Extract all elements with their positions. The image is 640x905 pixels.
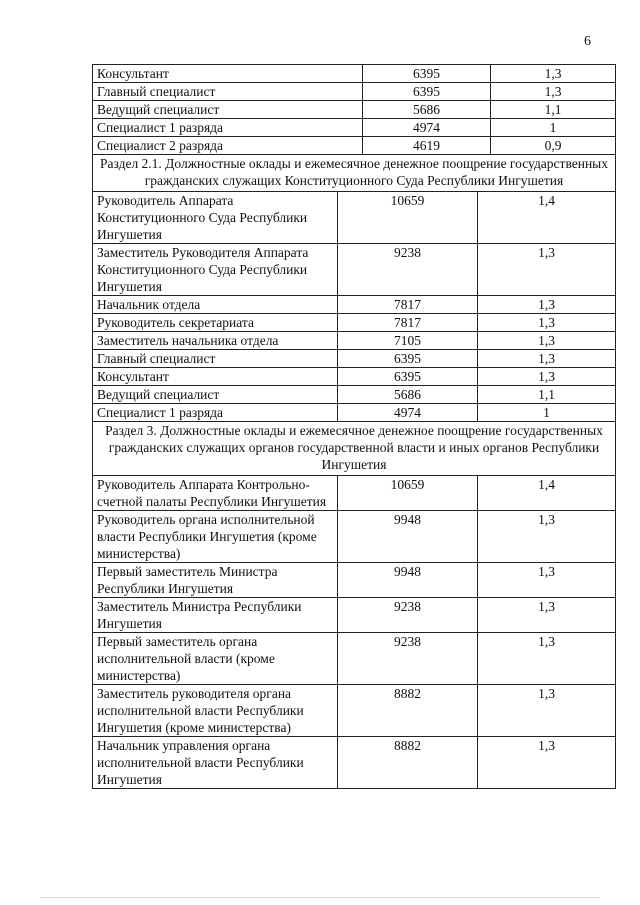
salary-cell: 7817 [338, 296, 478, 314]
coefficient-cell: 1,3 [478, 633, 616, 685]
section-2-1-heading: Раздел 2.1. Должностные оклады и ежемесячное денежное поощрение государственных гражданских служащих Конституционного Суда Республики Ингушетия [93, 155, 616, 192]
coefficient-cell: 1,3 [478, 685, 616, 737]
salary-cell: 4619 [363, 137, 491, 155]
salary-cell: 9238 [338, 598, 478, 633]
position-title-cell: Заместитель Руководителя Аппарата Конституционного Суда Республики Ингушетия [93, 244, 338, 296]
table-row [93, 137, 616, 155]
salary-cell: 5686 [338, 386, 478, 404]
salary-cell: 9238 [338, 633, 478, 685]
table-row [93, 368, 616, 386]
salary-cell: 9948 [338, 511, 478, 563]
page-number: 6 [584, 34, 591, 49]
position-title-cell: Ведущий специалист [93, 386, 338, 404]
salary-cell: 9238 [338, 244, 478, 296]
table-row [93, 476, 616, 511]
salary-cell: 8882 [338, 737, 478, 789]
coefficient-cell: 1,3 [491, 65, 616, 83]
table-row [93, 119, 616, 137]
table-row [93, 598, 616, 633]
section-3-heading: Раздел 3. Должностные оклады и ежемесячное денежное поощрение государственных гражданских служащих органов государственной власти и иных органов Республики Ингушетия [93, 422, 616, 476]
table-row [93, 350, 616, 368]
coefficient-cell: 1 [478, 404, 616, 422]
salary-cell: 6395 [363, 65, 491, 83]
table-row [93, 332, 616, 350]
table-row [93, 633, 616, 685]
position-title-cell: Консультант [93, 65, 363, 83]
position-title-cell: Руководитель Аппарата Контрольно-счетной палаты Республики Ингушетия [93, 476, 338, 511]
coefficient-cell: 1,3 [491, 83, 616, 101]
salary-cell: 4974 [363, 119, 491, 137]
coefficient-cell: 1,3 [478, 598, 616, 633]
position-title-cell: Специалист 1 разряда [93, 404, 338, 422]
coefficient-cell: 1 [491, 119, 616, 137]
salary-cell: 4974 [338, 404, 478, 422]
table-row [93, 244, 616, 296]
position-title-cell: Главный специалист [93, 83, 363, 101]
section-heading-row [93, 155, 616, 192]
table-row [93, 511, 616, 563]
table-row [93, 296, 616, 314]
position-title-cell: Руководитель секретариата [93, 314, 338, 332]
coefficient-cell: 1,1 [478, 386, 616, 404]
salary-cell: 8882 [338, 685, 478, 737]
table-row [93, 404, 616, 422]
section-heading-row [93, 422, 616, 476]
coefficient-cell: 1,3 [478, 368, 616, 386]
position-title-cell: Специалист 2 разряда [93, 137, 363, 155]
salary-cell: 6395 [338, 350, 478, 368]
salary-cell: 10659 [338, 476, 478, 511]
salary-cell: 6395 [338, 368, 478, 386]
table-row [93, 101, 616, 119]
position-title-cell: Заместитель Министра Республики Ингушетия [93, 598, 338, 633]
table-row [93, 737, 616, 789]
position-title-cell: Консультант [93, 368, 338, 386]
salary-table-top [92, 64, 616, 155]
table-row [93, 386, 616, 404]
coefficient-cell: 1,3 [478, 563, 616, 598]
salary-cell: 10659 [338, 192, 478, 244]
position-title-cell: Руководитель Аппарата Конституционного Суда Республики Ингушетия [93, 192, 338, 244]
position-title-cell: Главный специалист [93, 350, 338, 368]
coefficient-cell: 1,3 [478, 296, 616, 314]
coefficient-cell: 1,4 [478, 476, 616, 511]
coefficient-cell: 1,3 [478, 314, 616, 332]
coefficient-cell: 1,3 [478, 332, 616, 350]
position-title-cell: Заместитель начальника отдела [93, 332, 338, 350]
table-row [93, 563, 616, 598]
coefficient-cell: 1,3 [478, 737, 616, 789]
table-row [93, 83, 616, 101]
salary-cell: 7817 [338, 314, 478, 332]
coefficient-cell: 1,4 [478, 192, 616, 244]
table-row [93, 65, 616, 83]
position-title-cell: Начальник управления органа исполнительной власти Республики Ингушетия [93, 737, 338, 789]
coefficient-cell: 1,3 [478, 244, 616, 296]
coefficient-cell: 1,1 [491, 101, 616, 119]
salary-cell: 7105 [338, 332, 478, 350]
coefficient-cell: 1,3 [478, 511, 616, 563]
position-title-cell: Специалист 1 разряда [93, 119, 363, 137]
position-title-cell: Первый заместитель Министра Республики Ингушетия [93, 563, 338, 598]
salary-cell: 9948 [338, 563, 478, 598]
position-title-cell: Первый заместитель органа исполнительной власти (кроме министерства) [93, 633, 338, 685]
salary-table-sections [92, 154, 616, 789]
position-title-cell: Заместитель руководителя органа исполнительной власти Республики Ингушетия (кроме министерства) [93, 685, 338, 737]
position-title-cell: Руководитель органа исполнительной власти Республики Ингушетия (кроме министерства) [93, 511, 338, 563]
scan-edge-line [40, 897, 600, 898]
salary-cell: 5686 [363, 101, 491, 119]
table-row [93, 314, 616, 332]
table-row [93, 192, 616, 244]
coefficient-cell: 1,3 [478, 350, 616, 368]
table-row [93, 685, 616, 737]
salary-cell: 6395 [363, 83, 491, 101]
position-title-cell: Начальник отдела [93, 296, 338, 314]
position-title-cell: Ведущий специалист [93, 101, 363, 119]
coefficient-cell: 0,9 [491, 137, 616, 155]
